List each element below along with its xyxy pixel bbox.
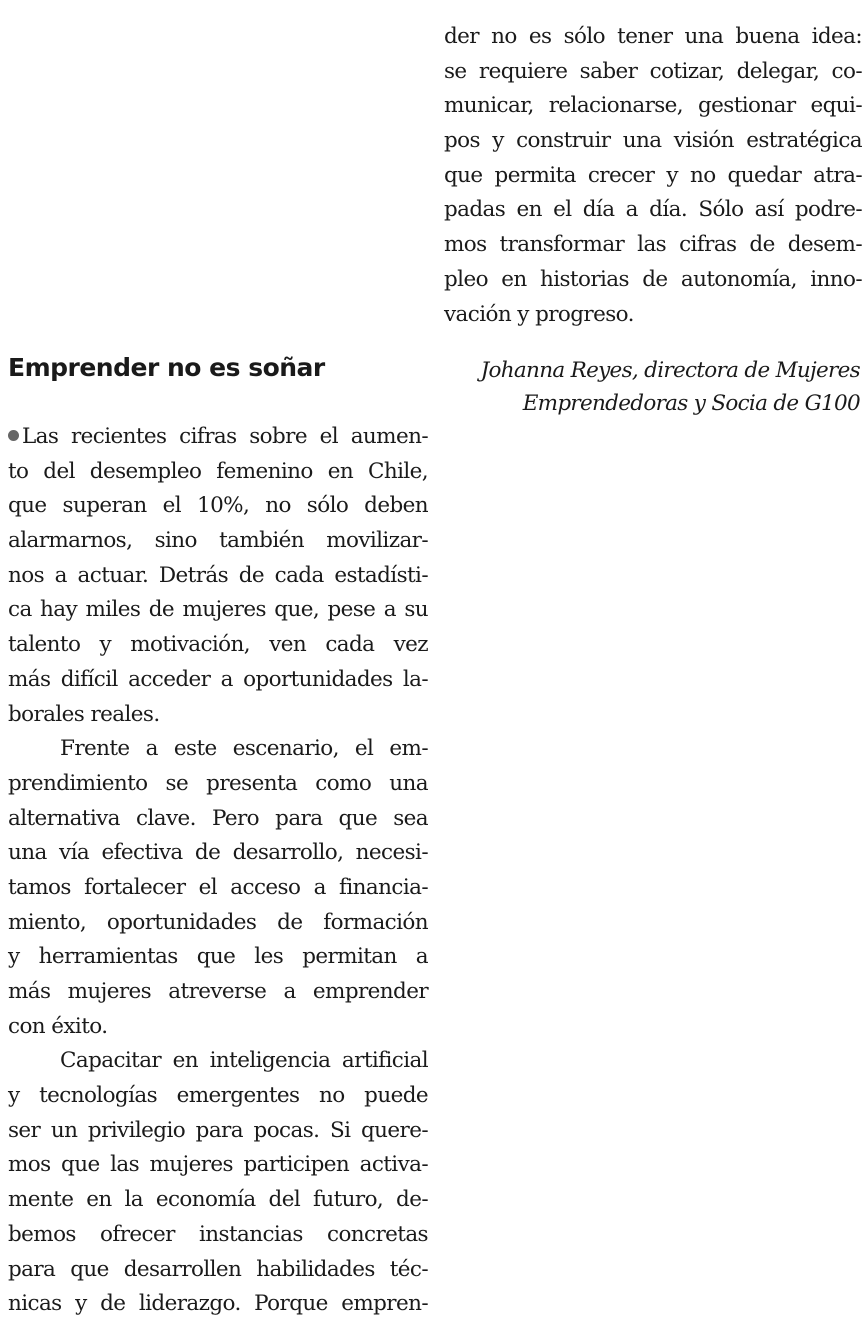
article-headline: Emprender no es soñar [8,353,325,382]
text-line: y herramientas que les permitan a [8,944,428,970]
text-line: pleo en historias de autonomía, inno- [444,266,862,292]
text-line: Las recientes cifras sobre el aumen- [22,424,428,449]
text-line: tamos fortalecer el acceso a financia- [8,874,428,900]
text-line: to del desempleo femenino en Chile, [8,458,428,484]
text-line: más mujeres atreverse a emprender [8,979,428,1004]
text-line: Frente a este escenario, el em- [60,736,428,762]
text-line: una vía efectiva de desarrollo, necesi- [8,840,428,866]
text-line: alarmarnos, sino también movilizar- [8,528,428,554]
text-line: se requiere saber cotizar, delegar, co- [444,58,862,84]
article-column-left [8,352,428,1322]
text-line: padas en el día a día. Sólo así podre- [444,197,862,223]
text-line: ser un privilegio para pocas. Si quere- [8,1117,428,1143]
article-column-right [444,20,862,332]
text-line: talento y motivación, ven cada vez [8,632,428,658]
text-line: mos transformar las cifras de desem- [444,232,862,258]
signature-line: Johanna Reyes, directora de Mujeres [480,358,860,383]
text-line: ca hay miles de mujeres que, pese a su [8,597,428,623]
text-line: miento, oportunidades de formación [8,909,428,935]
text-line: que superan el 10%, no sólo deben [8,493,428,519]
article-paragraph-1 [8,420,428,732]
text-line: borales reales. [8,701,160,727]
text-line: nicas y de liderazgo. Porque empren- [8,1291,428,1317]
text-line: alternativa clave. Pero para que sea [8,805,428,831]
text-line: vación y progreso. [444,301,634,327]
signature-line: Emprendedoras y Socia de G100 [522,391,860,416]
article-paragraph-2 [8,732,428,1044]
text-line: pos y construir una visión estratégica [444,128,862,154]
text-line: mos que las mujeres participen activa- [8,1152,428,1178]
text-line: prendimiento se presenta como una [8,770,428,796]
bullet-icon [8,430,19,441]
text-line-first [8,420,428,455]
article-paragraph-3 [8,1044,428,1322]
text-line: Capacitar en inteligencia artificial [60,1048,428,1074]
text-line: más difícil acceder a oportunidades la- [8,666,428,692]
text-line: y tecnologías emergentes no puede [8,1083,428,1109]
article-paragraph-4 [444,20,862,332]
text-line: bemos ofrecer instancias concretas [8,1221,428,1247]
text-line: para que desarrollen habilidades téc- [8,1256,428,1282]
text-line: con éxito. [8,1013,108,1039]
text-line: der no es sólo tener una buena idea: [444,24,862,49]
text-line: que permita crecer y no quedar atra- [444,162,862,188]
text-line: municar, relacionarse, gestionar equi- [444,93,862,119]
author-signature [444,354,860,420]
text-line: mente en la economía del futuro, de- [8,1187,428,1213]
text-line: nos a actuar. Detrás de cada estadísti- [8,562,428,588]
